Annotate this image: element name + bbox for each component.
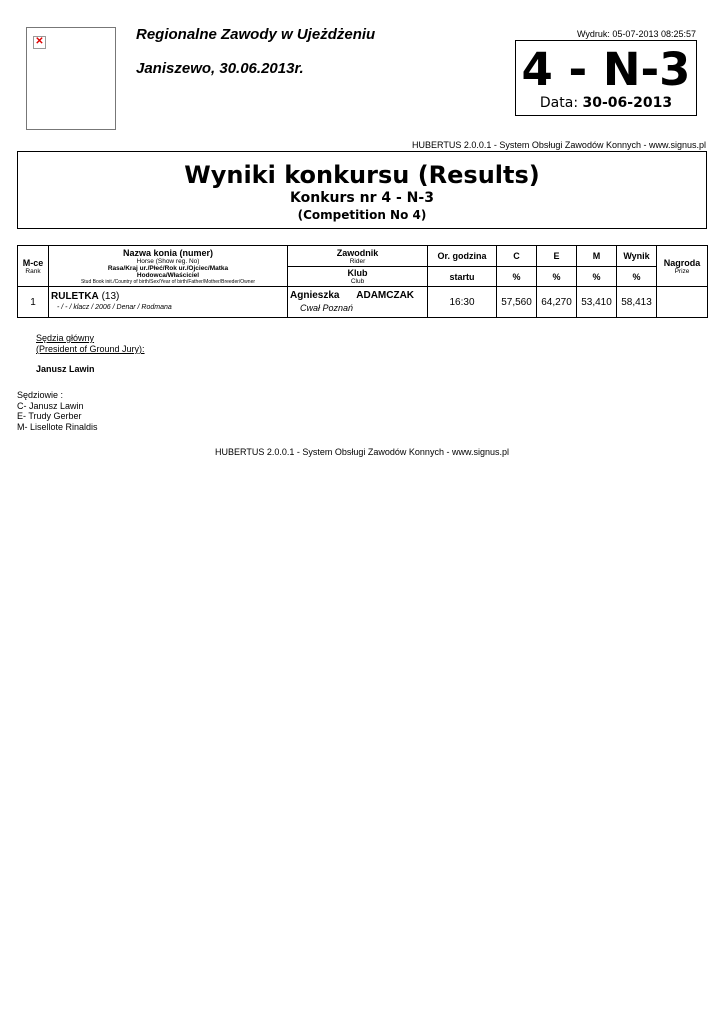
jury-president-label: Sędzia główny (President of Ground Jury):: [36, 333, 145, 354]
header-rank: M-ce Rank: [18, 246, 49, 287]
horse-number: (13): [101, 291, 120, 302]
cell-e: 64,270: [537, 287, 577, 318]
rider-first-name: Agnieszka: [290, 290, 340, 301]
competition-number: (Competition No 4): [297, 208, 427, 222]
judges-label: Sędziowie :: [17, 390, 64, 400]
software-credit-top: HUBERTUS 2.0.0.1 - System Obsługi Zawodów Konnych - www.signus.pl: [412, 140, 706, 150]
rider-last-name: ADAMCZAK: [356, 290, 415, 301]
header-pct-e: %: [537, 267, 577, 287]
results-table: [17, 245, 708, 318]
event-title: Regionalne Zawody w Ujeżdżeniu: [136, 26, 376, 43]
header-start: Or. godzina: [428, 246, 497, 267]
header-c: C: [497, 246, 537, 267]
header-rider: Zawodnik Rider: [288, 246, 428, 267]
judges-list: [17, 390, 98, 432]
header-pct-result: %: [617, 267, 657, 287]
horse-name: RULETKA: [51, 291, 99, 302]
cell-m: 53,410: [577, 287, 617, 318]
header-start2: startu: [428, 267, 497, 287]
cell-rank: 1: [18, 287, 49, 318]
print-timestamp: Wydruk: 05-07-2013 08:25:57: [577, 29, 696, 39]
header-horse: Nazwa konia (numer) Horse (Show reg. No) Rasa/Kraj ur./Płeć/Rok ur./Ojciec/Matka Hodowca/Właściciel Stud Book init./Country of birth/Sex/Year of birth/Father/Mother/Breeder/Owner: [49, 246, 288, 287]
cell-result: 58,413: [617, 287, 657, 318]
results-title-box: [17, 151, 707, 229]
broken-image-icon: ✕: [33, 36, 46, 49]
table-row: [18, 287, 708, 318]
date-label: Data:: [539, 95, 579, 111]
judge-m: M- Lisellote Rinaldis: [17, 421, 98, 432]
cell-horse: [49, 287, 288, 318]
table-header-row: [18, 246, 708, 267]
class-date: [516, 95, 696, 111]
judge-e: E- Trudy Gerber: [17, 411, 82, 421]
logo-placeholder: [26, 27, 116, 130]
results-title: Wyniki konkursu (Results): [184, 161, 540, 189]
header-club: Klub Club: [288, 267, 428, 287]
jury-president-name: Janusz Lawin: [36, 364, 95, 374]
header-m: M: [577, 246, 617, 267]
header-result: Wynik: [617, 246, 657, 267]
horse-info: - / - / klacz / 2006 / Denar / Rodmana: [57, 304, 172, 311]
header-pct-c: %: [497, 267, 537, 287]
results-subtitle: Konkurs nr 4 - N-3: [290, 190, 434, 206]
date-value: 30-06-2013: [582, 95, 673, 111]
cell-prize: [657, 287, 708, 318]
class-code-box: [515, 40, 697, 116]
rider-club: Cwał Poznań: [300, 303, 354, 313]
judge-c: C- Janusz Lawin: [17, 400, 84, 411]
header-pct-m: %: [577, 267, 617, 287]
software-credit-bottom: HUBERTUS 2.0.0.1 - System Obsługi Zawodów Konnych - www.signus.pl: [215, 447, 509, 457]
cell-rider: [288, 287, 428, 318]
cell-start: 16:30: [428, 287, 497, 318]
header-prize: Nagroda Prize: [657, 246, 708, 287]
class-code: 4 - N-3: [521, 43, 691, 96]
event-place-date: Janiszewo, 30.06.2013r.: [136, 60, 304, 77]
cell-c: 57,560: [497, 287, 537, 318]
header-e: E: [537, 246, 577, 267]
